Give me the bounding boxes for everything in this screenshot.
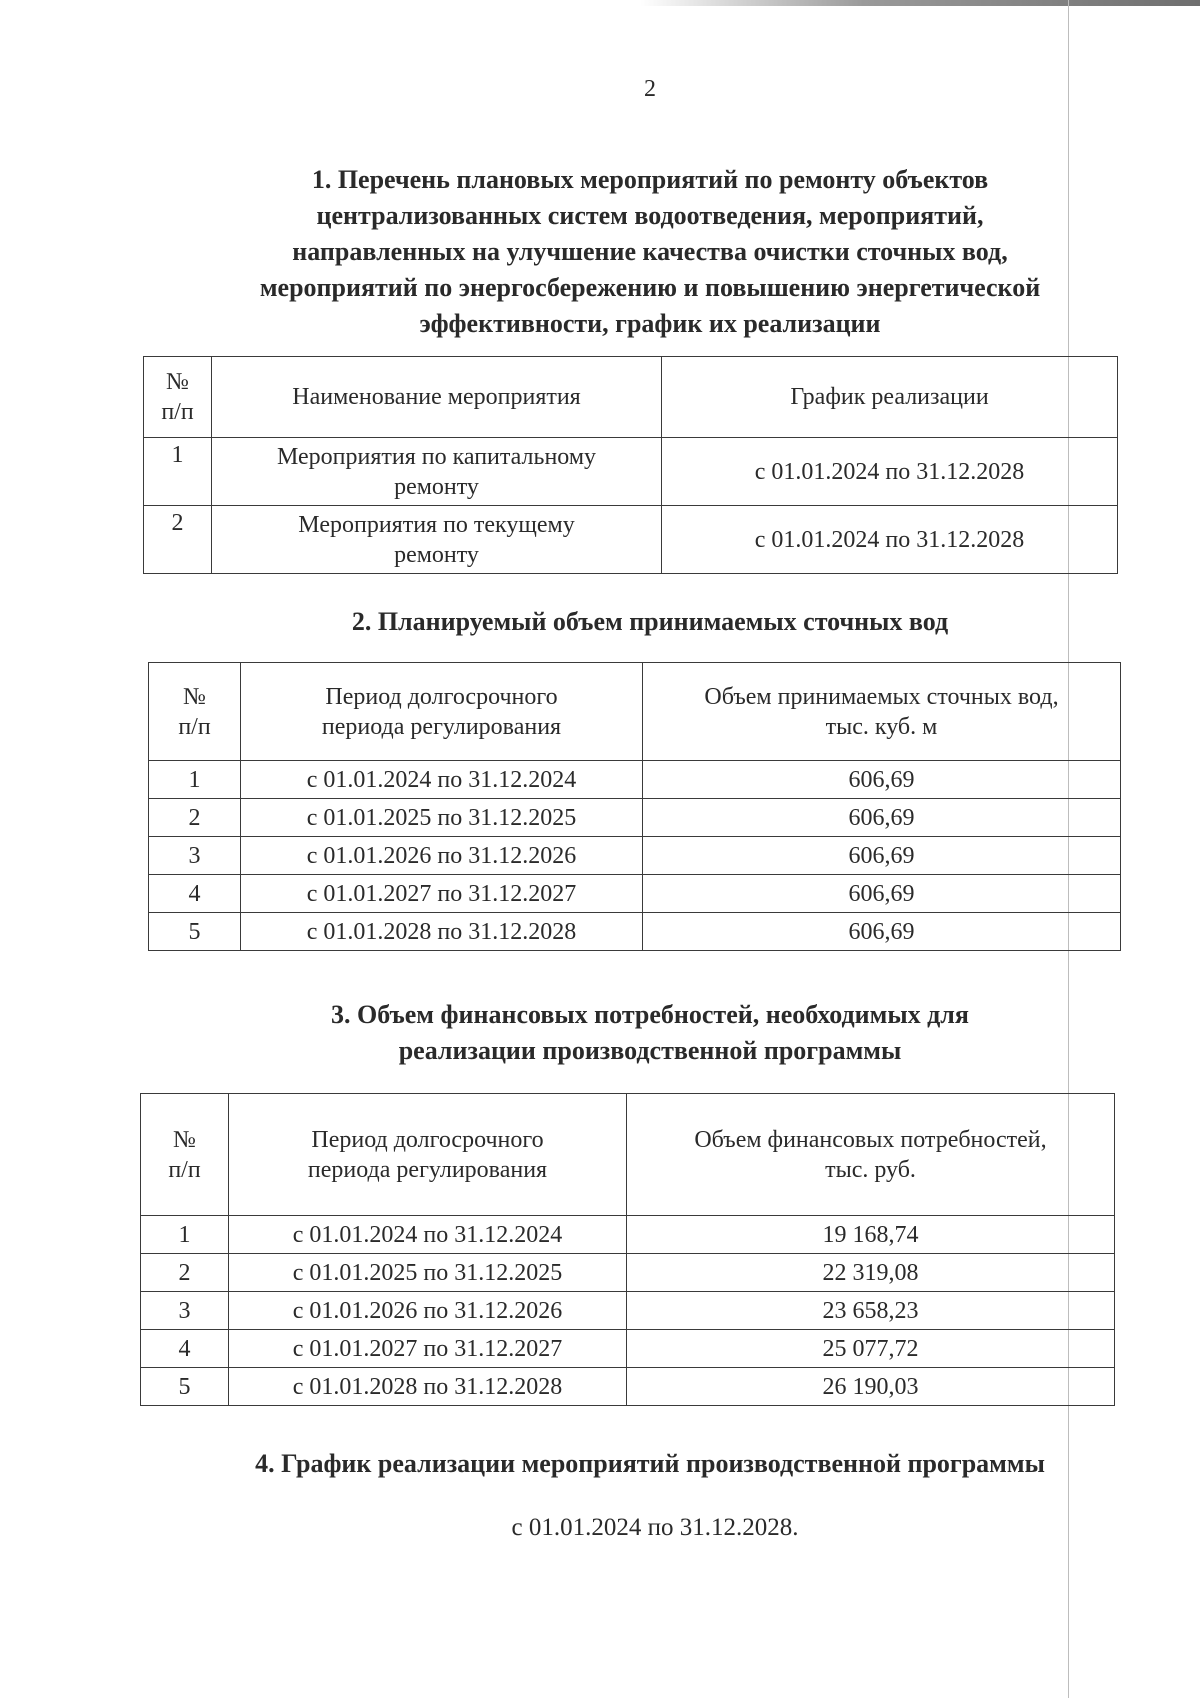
table-row <box>149 837 1121 875</box>
row-value: 606,69 <box>643 913 1121 951</box>
row-num: 2 <box>144 506 212 574</box>
row-period: с 01.01.2024 по 31.12.2024 <box>241 761 643 799</box>
header-period: Период долгосрочного периода регулирования <box>241 663 643 761</box>
table-row <box>141 1216 1115 1254</box>
row-value: 606,69 <box>643 837 1121 875</box>
row-schedule: с 01.01.2024 по 31.12.2028 <box>662 438 1118 506</box>
row-num: 1 <box>149 761 241 799</box>
section2-title: 2. Планируемый объем принимаемых сточных вод <box>351 607 949 636</box>
table-row <box>144 506 1118 574</box>
table-header-row <box>149 663 1121 761</box>
row-num: 3 <box>149 837 241 875</box>
section1-table <box>143 356 1118 574</box>
table-header-row <box>144 357 1118 438</box>
header-name: Наименование мероприятия <box>212 357 662 438</box>
row-num: 1 <box>144 438 212 506</box>
header-value: Объем принимаемых сточных вод, тыс. куб. м <box>643 663 1121 761</box>
section3-title <box>0 997 1200 1069</box>
row-value: 26 190,03 <box>627 1368 1115 1406</box>
row-name: Мероприятия по капитальному ремонту <box>212 438 662 506</box>
row-period: с 01.01.2026 по 31.12.2026 <box>229 1292 627 1330</box>
header-period: Период долгосрочного периода регулирования <box>229 1094 627 1216</box>
section1-title-line: 1. Перечень плановых мероприятий по ремонту объектов <box>311 165 989 194</box>
row-num: 4 <box>141 1330 229 1368</box>
row-num: 1 <box>141 1216 229 1254</box>
table-row <box>144 438 1118 506</box>
table-row <box>149 875 1121 913</box>
row-value: 22 319,08 <box>627 1254 1115 1292</box>
section1-title <box>0 162 1200 342</box>
row-period: с 01.01.2027 по 31.12.2027 <box>229 1330 627 1368</box>
section1-title-line: мероприятий по энергосбережению и повышению энергетической <box>259 273 1041 302</box>
table-row <box>141 1254 1115 1292</box>
row-value: 606,69 <box>643 799 1121 837</box>
header-num: № п/п <box>141 1094 229 1216</box>
section4-period: с 01.01.2024 по 31.12.2028. <box>511 1514 799 1541</box>
scan-edge-streak <box>640 0 1200 6</box>
section3-title-line: 3. Объем финансовых потребностей, необходимых для <box>331 1000 969 1029</box>
page-number: 2 <box>644 76 656 102</box>
row-period: с 01.01.2025 по 31.12.2025 <box>229 1254 627 1292</box>
row-num: 3 <box>141 1292 229 1330</box>
table-row <box>149 913 1121 951</box>
section2-table <box>148 662 1121 951</box>
row-period: с 01.01.2026 по 31.12.2026 <box>241 837 643 875</box>
header-num: № п/п <box>144 357 212 438</box>
section4-title: 4. График реализации мероприятий производственной программы <box>255 1449 1045 1478</box>
header-num: № п/п <box>149 663 241 761</box>
section1-title-line: централизованных систем водоотведения, мероприятий, <box>316 201 984 230</box>
row-period: с 01.01.2025 по 31.12.2025 <box>241 799 643 837</box>
row-name: Мероприятия по текущему ремонту <box>212 506 662 574</box>
row-value: 23 658,23 <box>627 1292 1115 1330</box>
row-period: с 01.01.2028 по 31.12.2028 <box>241 913 643 951</box>
row-num: 5 <box>141 1368 229 1406</box>
row-value: 606,69 <box>643 875 1121 913</box>
table-row <box>149 799 1121 837</box>
row-value: 606,69 <box>643 761 1121 799</box>
row-period: с 01.01.2027 по 31.12.2027 <box>241 875 643 913</box>
section3-table <box>140 1093 1115 1406</box>
row-schedule: с 01.01.2024 по 31.12.2028 <box>662 506 1118 574</box>
table-header-row <box>141 1094 1115 1216</box>
header-value: Объем финансовых потребностей, тыс. руб. <box>627 1094 1115 1216</box>
section3-title-line: реализации производственной программы <box>398 1036 902 1065</box>
row-value: 19 168,74 <box>627 1216 1115 1254</box>
row-num: 2 <box>149 799 241 837</box>
row-value: 25 077,72 <box>627 1330 1115 1368</box>
table-row <box>149 761 1121 799</box>
row-period: с 01.01.2028 по 31.12.2028 <box>229 1368 627 1406</box>
row-num: 2 <box>141 1254 229 1292</box>
section1-title-line: эффективности, график их реализации <box>419 309 881 338</box>
header-schedule: График реализации <box>662 357 1118 438</box>
row-num: 4 <box>149 875 241 913</box>
row-period: с 01.01.2024 по 31.12.2024 <box>229 1216 627 1254</box>
table-row <box>141 1330 1115 1368</box>
section1-title-line: направленных на улучшение качества очистки сточных вод, <box>292 237 1008 266</box>
table-row <box>141 1368 1115 1406</box>
row-num: 5 <box>149 913 241 951</box>
table-row <box>141 1292 1115 1330</box>
